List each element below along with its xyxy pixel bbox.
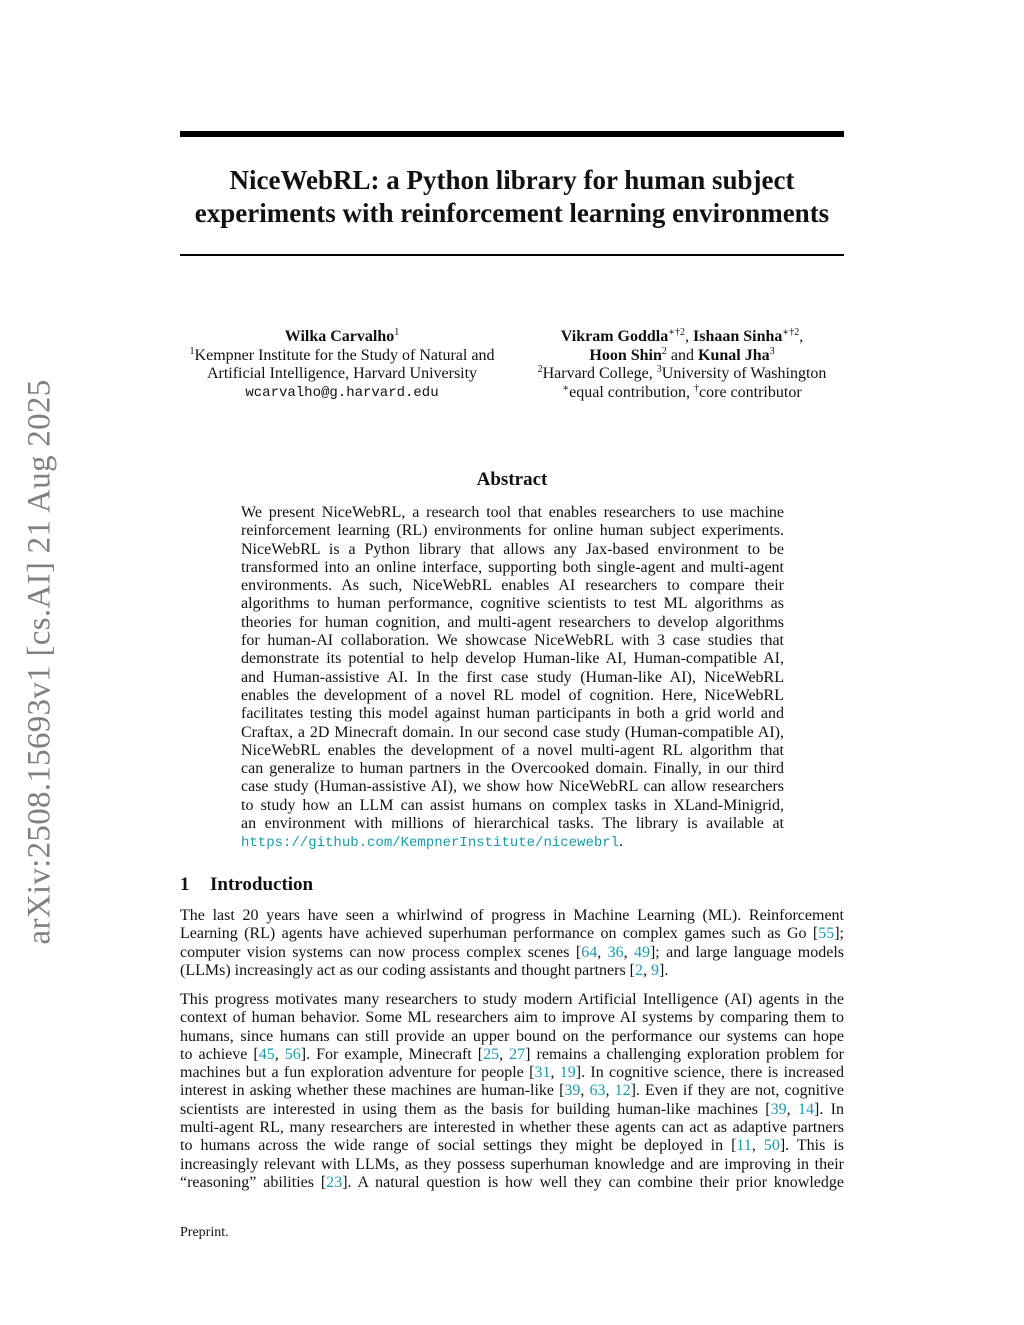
title-top-rule [180,131,844,137]
repository-link[interactable]: https://github.com/KempnerInstitute/nicewebrl [241,835,620,852]
paragraph-line: computer vision systems can now process complex scenes [64, 36, 49]; and large language models [180,943,845,961]
citation-link[interactable]: 14 [798,1100,814,1118]
abstract-line: and Human-assistive AI. In the first case study (Human-like AI), NiceWebRL [241,668,784,686]
citation-link[interactable]: 50 [763,1137,780,1155]
paragraph-line: increasingly relevant with LLMs, as they possess superhuman knowledge and are improving in their [180,1155,844,1173]
citation-link[interactable]: 27 [509,1045,526,1063]
abstract-line: an environment with millions of hierarchical tasks. The library is available at [241,815,784,833]
abstract-line: case study (Human-assistive AI), we show how NiceWebRL can allow researchers [241,778,784,796]
paragraph-line: Learning (RL) agents have achieved superhuman performance on complex games such as Go [55]; [180,925,844,943]
section-heading [180,874,313,896]
citation-link[interactable]: 55 [818,925,835,943]
paragraph-line: The last 20 years have seen a whirlwind of progress in Machine Learning (ML). Reinforcement [180,907,844,924]
intro-paragraph-2 [180,991,844,1192]
citation-link[interactable]: 9 [651,961,659,979]
author-name: Ishaan Sinha [693,328,783,345]
citation-link[interactable]: 56 [284,1045,301,1063]
author-block-left: Wilka Carvalho$^1$ $^1$Kempner Institute for the Study of Natural and Artificial Intelligence, Harvard University wcarvalho@g.harvard.edu [178,328,506,402]
citation-link[interactable]: 19 [559,1064,576,1082]
paragraph-line: scientists are interested in using them as the basis for building human-like machines [39, 14]. In [180,1100,845,1118]
abstract-line: transformed into an online interface, supporting both single-agent and multi-agent [241,558,784,576]
citation-link[interactable]: 31 [534,1064,551,1082]
citation-link[interactable]: 23 [326,1173,343,1191]
author-name: Wilka Carvalho [284,328,395,345]
abstract-line: NiceWebRL is a Python library that allows any Jax-based environment to be [241,540,784,558]
citation-link[interactable]: 11 [736,1137,752,1155]
abstract-line: We present NiceWebRL, a research tool that enables researchers to use machine [241,504,784,521]
intro-paragraph-1 [180,907,844,980]
abstract-line: demonstrate its potential to help develop Human-like AI, Human-compatible AI, [241,650,784,668]
paragraph-line: interest in asking whether these machines are human-like [39, 63, 12]. Even if they are not, cognitive [180,1082,845,1100]
author-name: Hoon Shin [589,346,662,364]
citation-link[interactable]: 12 [614,1082,631,1100]
abstract-line: to study how an LLM can assist humans on complex tasks in XLand-Minigrid, [241,796,784,814]
abstract-body [241,504,784,853]
abstract-line: for human-AI collaboration. We showcase NiceWebRL with 3 case studies that [241,632,784,650]
citation-link[interactable]: 2 [635,961,643,979]
title-line-1: NiceWebRL: a Python library for human subject [229,165,795,195]
abstract-line: https://github.com/KempnerInstitute/nicewebrl. [241,833,624,852]
section-title: Introduction [210,874,314,895]
citation-link[interactable]: 36 [607,943,624,961]
citation-link[interactable]: 64 [581,943,598,961]
abstract-line: environments. As such, NiceWebRL enables AI researchers to compare their [241,577,784,595]
arxiv-stamp [10,372,70,952]
citation-link[interactable]: 39 [770,1100,787,1118]
paragraph-line: machines but a fun exploration adventure for people [31, 19]. In cognitive science, there is increased [180,1064,845,1082]
author-email[interactable]: wcarvalho@g.harvard.edu [245,384,439,401]
abstract-line: reinforcement learning (RL) environments for online human subject experiments. [241,522,784,540]
paragraph-line: humans, since humans can still provide an upper bound on the performance our systems can hope [180,1027,844,1045]
abstract-line: NiceWebRL enables the development of a novel multi-agent RL algorithm that [241,741,784,759]
citation-link[interactable]: 25 [483,1045,500,1063]
citation-link[interactable]: 45 [258,1045,275,1063]
author-name: Vikram Goddla [560,328,669,345]
arxiv-stamp-text: arXiv:2508.15693v1 [cs.AI] 21 Aug 2025 [21,379,58,945]
paper-title [180,164,844,230]
abstract-line: facilitates testing this model against human participants in both a grid world and [241,705,784,723]
contribution-note: ∗equal contribution, †core contributor [562,382,802,401]
abstract-line: algorithms to human performance, cognitive scientists to test ML algorithms as [241,595,784,613]
section-number: 1 [180,874,190,895]
title-line-2: experiments with reinforcement learning environments [194,198,830,228]
paragraph-line: This progress motivates many researchers to study modern Artificial Intelligence (AI) agents in the [180,991,844,1008]
paragraph-line: multi-agent RL, many researchers are interested in whether these agents can act as adaptive partners [180,1119,844,1137]
paragraph-line: “reasoning” abilities [23]. A natural question is how well they can combine their prior knowledge [180,1173,845,1191]
abstract-line: Craftax, a 2D Minecraft domain. In our second case study (Human-compatible AI), [241,723,784,741]
author-block-right: Vikram Goddla$^{∗\dagger 2}$, Ishaan Sinha$^{∗\dagger 2}$, Hoon Shin$^2$ and Kunal Jha$^3$ $^2$Harvard College, $^3$University of Washington ∗equal contribution, †core contributor [520,328,844,402]
paragraph-line: (LLMs) increasingly act as our coding assistants and thought partners [2, 9]. [180,961,669,979]
affiliation-line-2: Artificial Intelligence, Harvard University [206,365,478,382]
paragraph-line: to humans across the wide range of social settings they might be deployed in [11, 50]. This is [180,1137,845,1155]
footer-note: Preprint. [180,1225,229,1240]
citation-link[interactable]: 39 [564,1082,581,1100]
abstract-line: can generalize to human partners in the Overcooked domain. Finally, in our third [241,760,784,778]
citation-link[interactable]: 63 [589,1082,606,1100]
abstract-line: enables the development of a novel RL model of cognition. Here, NiceWebRL [241,686,784,704]
paragraph-line: to achieve [45, 56]. For example, Minecraft [25, 27] remains a challenging exploration problem for [180,1045,844,1063]
abstract-heading: Abstract [476,469,548,490]
affiliation-line: $^2$Harvard College, $^3$University of Washington [537,364,827,382]
title-bottom-rule [180,254,844,256]
author-name: Kunal Jha [698,346,770,364]
abstract-line: theories for human cognition, and multi-agent researchers to develop algorithms [241,613,784,631]
citation-link[interactable]: 49 [633,943,650,961]
affiliation-line-1: Kempner Institute for the Study of Natural and [194,346,495,364]
paragraph-line: context of human behavior. Some ML researchers aim to improve AI systems by comparing them to [180,1009,844,1027]
